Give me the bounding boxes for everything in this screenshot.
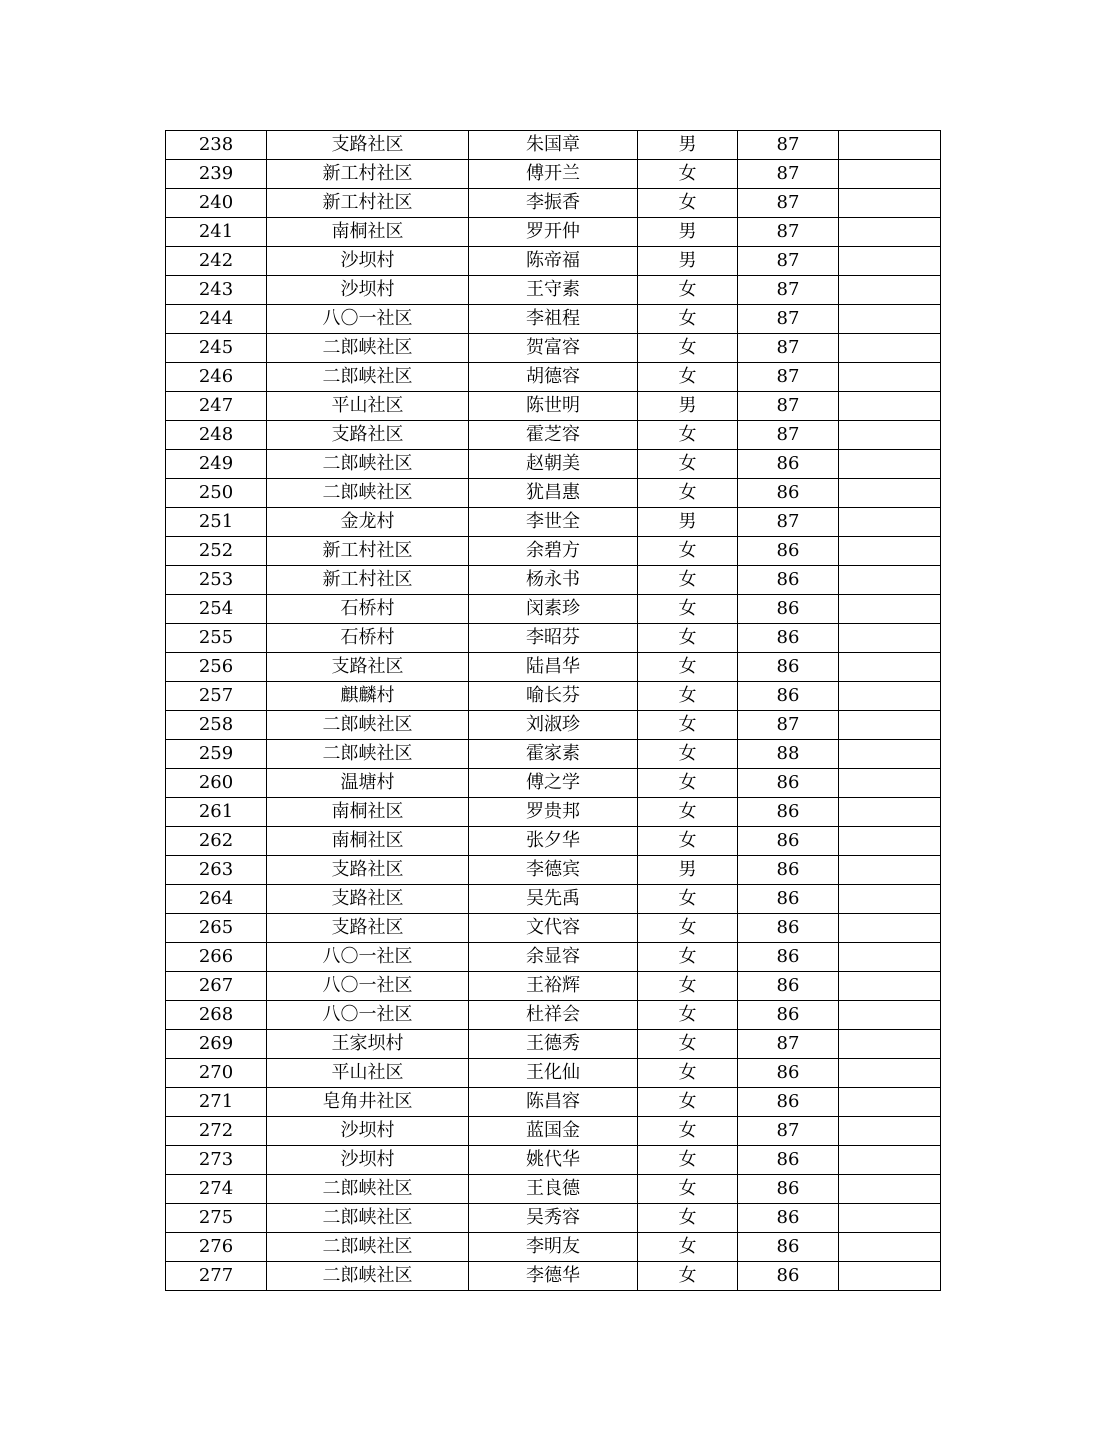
cell-community: 二郎峡社区 [267, 1204, 469, 1233]
cell-note [839, 595, 941, 624]
cell-community: 平山社区 [267, 392, 469, 421]
cell-note [839, 653, 941, 682]
cell-number: 248 [166, 421, 267, 450]
cell-note [839, 479, 941, 508]
cell-name: 王化仙 [469, 1059, 638, 1088]
cell-note [839, 131, 941, 160]
cell-number: 255 [166, 624, 267, 653]
cell-note [839, 943, 941, 972]
cell-community: 沙坝村 [267, 1146, 469, 1175]
cell-name: 陈世明 [469, 392, 638, 421]
cell-number: 274 [166, 1175, 267, 1204]
cell-sex: 女 [638, 305, 738, 334]
roster-table [165, 130, 941, 1291]
table-row [166, 798, 941, 827]
cell-sex: 女 [638, 363, 738, 392]
table-row [166, 160, 941, 189]
cell-number: 260 [166, 769, 267, 798]
table-row [166, 827, 941, 856]
cell-age: 86 [738, 943, 839, 972]
cell-note [839, 827, 941, 856]
cell-sex: 女 [638, 943, 738, 972]
cell-age: 87 [738, 189, 839, 218]
cell-number: 247 [166, 392, 267, 421]
cell-note [839, 885, 941, 914]
cell-age: 86 [738, 1088, 839, 1117]
cell-name: 姚代华 [469, 1146, 638, 1175]
cell-community: 二郎峡社区 [267, 1262, 469, 1291]
cell-number: 257 [166, 682, 267, 711]
cell-number: 273 [166, 1146, 267, 1175]
cell-name: 陈帝福 [469, 247, 638, 276]
cell-community: 八〇一社区 [267, 305, 469, 334]
cell-note [839, 740, 941, 769]
cell-age: 87 [738, 363, 839, 392]
cell-note [839, 1175, 941, 1204]
cell-age: 86 [738, 1175, 839, 1204]
table-row [166, 1059, 941, 1088]
cell-age: 86 [738, 595, 839, 624]
cell-sex: 女 [638, 1030, 738, 1059]
cell-sex: 女 [638, 276, 738, 305]
cell-sex: 女 [638, 1146, 738, 1175]
cell-number: 239 [166, 160, 267, 189]
cell-number: 244 [166, 305, 267, 334]
cell-name: 刘淑珍 [469, 711, 638, 740]
cell-name: 文代容 [469, 914, 638, 943]
table-row [166, 1001, 941, 1030]
cell-sex: 女 [638, 160, 738, 189]
cell-number: 258 [166, 711, 267, 740]
cell-community: 支路社区 [267, 856, 469, 885]
cell-sex: 女 [638, 798, 738, 827]
cell-age: 87 [738, 711, 839, 740]
cell-name: 闵素珍 [469, 595, 638, 624]
cell-community: 新工村社区 [267, 160, 469, 189]
cell-name: 王良德 [469, 1175, 638, 1204]
cell-note [839, 276, 941, 305]
cell-community: 支路社区 [267, 653, 469, 682]
cell-community: 新工村社区 [267, 189, 469, 218]
cell-community: 二郎峡社区 [267, 1233, 469, 1262]
cell-note [839, 566, 941, 595]
cell-community: 支路社区 [267, 914, 469, 943]
cell-community: 南桐社区 [267, 827, 469, 856]
cell-sex: 女 [638, 1233, 738, 1262]
cell-name: 赵朝美 [469, 450, 638, 479]
cell-note [839, 334, 941, 363]
cell-sex: 女 [638, 740, 738, 769]
cell-age: 86 [738, 1059, 839, 1088]
cell-name: 李明友 [469, 1233, 638, 1262]
cell-name: 喻长芬 [469, 682, 638, 711]
cell-name: 李振香 [469, 189, 638, 218]
cell-age: 86 [738, 856, 839, 885]
cell-age: 86 [738, 1262, 839, 1291]
cell-community: 石桥村 [267, 624, 469, 653]
table-row [166, 218, 941, 247]
cell-age: 87 [738, 421, 839, 450]
cell-age: 87 [738, 508, 839, 537]
cell-community: 麒麟村 [267, 682, 469, 711]
cell-community: 二郎峡社区 [267, 740, 469, 769]
cell-name: 傅之学 [469, 769, 638, 798]
cell-sex: 女 [638, 1175, 738, 1204]
cell-number: 264 [166, 885, 267, 914]
cell-age: 86 [738, 827, 839, 856]
cell-community: 二郎峡社区 [267, 479, 469, 508]
cell-community: 南桐社区 [267, 798, 469, 827]
cell-age: 87 [738, 305, 839, 334]
cell-number: 252 [166, 537, 267, 566]
table-row [166, 189, 941, 218]
table-row [166, 508, 941, 537]
table-row [166, 247, 941, 276]
cell-age: 86 [738, 1204, 839, 1233]
cell-name: 霍芝容 [469, 421, 638, 450]
cell-number: 256 [166, 653, 267, 682]
cell-number: 251 [166, 508, 267, 537]
cell-note [839, 769, 941, 798]
cell-name: 朱国章 [469, 131, 638, 160]
cell-note [839, 972, 941, 1001]
cell-sex: 男 [638, 392, 738, 421]
cell-age: 88 [738, 740, 839, 769]
cell-sex: 女 [638, 914, 738, 943]
cell-sex: 女 [638, 769, 738, 798]
cell-name: 李昭芬 [469, 624, 638, 653]
cell-age: 87 [738, 1117, 839, 1146]
cell-sex: 男 [638, 131, 738, 160]
cell-number: 238 [166, 131, 267, 160]
cell-name: 陆昌华 [469, 653, 638, 682]
cell-age: 86 [738, 1001, 839, 1030]
cell-name: 李德宾 [469, 856, 638, 885]
cell-name: 李世全 [469, 508, 638, 537]
cell-name: 王裕辉 [469, 972, 638, 1001]
cell-sex: 女 [638, 885, 738, 914]
cell-community: 王家坝村 [267, 1030, 469, 1059]
cell-sex: 女 [638, 566, 738, 595]
cell-note [839, 1146, 941, 1175]
table-row [166, 711, 941, 740]
cell-community: 二郎峡社区 [267, 334, 469, 363]
cell-number: 263 [166, 856, 267, 885]
cell-sex: 男 [638, 508, 738, 537]
cell-community: 新工村社区 [267, 566, 469, 595]
table-row [166, 537, 941, 566]
cell-community: 皂角井社区 [267, 1088, 469, 1117]
cell-community: 八〇一社区 [267, 943, 469, 972]
cell-note [839, 1088, 941, 1117]
cell-name: 陈昌容 [469, 1088, 638, 1117]
cell-sex: 女 [638, 334, 738, 363]
cell-age: 87 [738, 218, 839, 247]
cell-sex: 女 [638, 421, 738, 450]
cell-number: 242 [166, 247, 267, 276]
cell-note [839, 508, 941, 537]
cell-sex: 女 [638, 1117, 738, 1146]
cell-number: 240 [166, 189, 267, 218]
cell-name: 张夕华 [469, 827, 638, 856]
cell-number: 277 [166, 1262, 267, 1291]
cell-community: 支路社区 [267, 131, 469, 160]
cell-note [839, 1262, 941, 1291]
cell-community: 沙坝村 [267, 247, 469, 276]
cell-note [839, 450, 941, 479]
cell-age: 86 [738, 450, 839, 479]
cell-sex: 女 [638, 1059, 738, 1088]
cell-note [839, 1204, 941, 1233]
cell-age: 86 [738, 798, 839, 827]
cell-number: 272 [166, 1117, 267, 1146]
cell-age: 87 [738, 392, 839, 421]
cell-age: 86 [738, 537, 839, 566]
cell-number: 265 [166, 914, 267, 943]
table-row [166, 914, 941, 943]
cell-note [839, 421, 941, 450]
cell-note [839, 1233, 941, 1262]
table-row [166, 479, 941, 508]
cell-sex: 女 [638, 653, 738, 682]
cell-name: 霍家素 [469, 740, 638, 769]
cell-name: 胡德容 [469, 363, 638, 392]
cell-sex: 男 [638, 856, 738, 885]
cell-age: 87 [738, 334, 839, 363]
cell-note [839, 537, 941, 566]
cell-number: 276 [166, 1233, 267, 1262]
cell-note [839, 305, 941, 334]
cell-number: 245 [166, 334, 267, 363]
cell-note [839, 363, 941, 392]
table-row [166, 972, 941, 1001]
table-row [166, 1233, 941, 1262]
table-row [166, 1146, 941, 1175]
cell-age: 86 [738, 1146, 839, 1175]
cell-age: 86 [738, 769, 839, 798]
cell-age: 86 [738, 682, 839, 711]
table-row [166, 1117, 941, 1146]
cell-sex: 女 [638, 682, 738, 711]
cell-sex: 女 [638, 595, 738, 624]
cell-community: 平山社区 [267, 1059, 469, 1088]
cell-community: 沙坝村 [267, 1117, 469, 1146]
cell-age: 87 [738, 276, 839, 305]
cell-note [839, 1030, 941, 1059]
cell-sex: 女 [638, 479, 738, 508]
cell-note [839, 160, 941, 189]
cell-sex: 女 [638, 189, 738, 218]
cell-note [839, 1059, 941, 1088]
cell-sex: 女 [638, 972, 738, 1001]
cell-sex: 女 [638, 1262, 738, 1291]
table-row [166, 1088, 941, 1117]
cell-community: 金龙村 [267, 508, 469, 537]
table-row [166, 769, 941, 798]
table-row [166, 363, 941, 392]
table-row [166, 334, 941, 363]
table-row [166, 1030, 941, 1059]
cell-name: 杨永书 [469, 566, 638, 595]
cell-sex: 女 [638, 537, 738, 566]
cell-age: 86 [738, 566, 839, 595]
table-row [166, 943, 941, 972]
cell-note [839, 711, 941, 740]
cell-name: 余显容 [469, 943, 638, 972]
cell-community: 二郎峡社区 [267, 450, 469, 479]
cell-note [839, 218, 941, 247]
cell-number: 271 [166, 1088, 267, 1117]
cell-number: 269 [166, 1030, 267, 1059]
cell-number: 250 [166, 479, 267, 508]
cell-note [839, 798, 941, 827]
cell-number: 261 [166, 798, 267, 827]
table-row [166, 740, 941, 769]
table-row [166, 421, 941, 450]
cell-number: 267 [166, 972, 267, 1001]
cell-note [839, 247, 941, 276]
cell-sex: 女 [638, 711, 738, 740]
cell-community: 新工村社区 [267, 537, 469, 566]
cell-sex: 女 [638, 1001, 738, 1030]
cell-name: 李祖程 [469, 305, 638, 334]
cell-name: 罗贵邦 [469, 798, 638, 827]
cell-age: 86 [738, 972, 839, 1001]
cell-community: 南桐社区 [267, 218, 469, 247]
table-row [166, 1175, 941, 1204]
table-row [166, 392, 941, 421]
cell-age: 86 [738, 479, 839, 508]
cell-number: 262 [166, 827, 267, 856]
cell-community: 沙坝村 [267, 276, 469, 305]
table-row [166, 276, 941, 305]
cell-number: 270 [166, 1059, 267, 1088]
cell-number: 246 [166, 363, 267, 392]
cell-community: 八〇一社区 [267, 972, 469, 1001]
cell-number: 253 [166, 566, 267, 595]
cell-age: 86 [738, 624, 839, 653]
cell-note [839, 856, 941, 885]
cell-name: 杜祥会 [469, 1001, 638, 1030]
cell-note [839, 624, 941, 653]
cell-name: 吴秀容 [469, 1204, 638, 1233]
cell-age: 86 [738, 914, 839, 943]
cell-name: 李德华 [469, 1262, 638, 1291]
cell-sex: 女 [638, 1088, 738, 1117]
cell-note [839, 914, 941, 943]
cell-name: 吴先禹 [469, 885, 638, 914]
table-row [166, 624, 941, 653]
cell-sex: 女 [638, 827, 738, 856]
cell-number: 243 [166, 276, 267, 305]
cell-number: 268 [166, 1001, 267, 1030]
cell-community: 石桥村 [267, 595, 469, 624]
cell-note [839, 1117, 941, 1146]
cell-sex: 女 [638, 624, 738, 653]
cell-name: 王德秀 [469, 1030, 638, 1059]
table-row [166, 1262, 941, 1291]
cell-sex: 男 [638, 247, 738, 276]
cell-community: 八〇一社区 [267, 1001, 469, 1030]
cell-name: 贺富容 [469, 334, 638, 363]
cell-number: 241 [166, 218, 267, 247]
roster-table-body [166, 131, 941, 1291]
cell-community: 支路社区 [267, 421, 469, 450]
table-row [166, 595, 941, 624]
cell-name: 余碧方 [469, 537, 638, 566]
table-row [166, 856, 941, 885]
cell-age: 87 [738, 1030, 839, 1059]
table-row [166, 305, 941, 334]
cell-community: 温塘村 [267, 769, 469, 798]
table-row [166, 1204, 941, 1233]
cell-name: 犹昌惠 [469, 479, 638, 508]
cell-number: 249 [166, 450, 267, 479]
table-row [166, 653, 941, 682]
cell-community: 二郎峡社区 [267, 711, 469, 740]
cell-name: 罗开仲 [469, 218, 638, 247]
cell-note [839, 1001, 941, 1030]
cell-age: 87 [738, 247, 839, 276]
table-row [166, 885, 941, 914]
cell-note [839, 392, 941, 421]
cell-note [839, 682, 941, 711]
cell-age: 87 [738, 131, 839, 160]
cell-number: 266 [166, 943, 267, 972]
cell-age: 86 [738, 885, 839, 914]
cell-sex: 男 [638, 218, 738, 247]
table-row [166, 131, 941, 160]
cell-age: 86 [738, 1233, 839, 1262]
cell-community: 二郎峡社区 [267, 363, 469, 392]
cell-age: 87 [738, 160, 839, 189]
cell-number: 254 [166, 595, 267, 624]
cell-sex: 女 [638, 450, 738, 479]
cell-community: 二郎峡社区 [267, 1175, 469, 1204]
cell-number: 275 [166, 1204, 267, 1233]
cell-sex: 女 [638, 1204, 738, 1233]
cell-age: 86 [738, 653, 839, 682]
cell-community: 支路社区 [267, 885, 469, 914]
table-row [166, 566, 941, 595]
cell-name: 蓝国金 [469, 1117, 638, 1146]
table-row [166, 450, 941, 479]
cell-number: 259 [166, 740, 267, 769]
cell-note [839, 189, 941, 218]
cell-name: 傅开兰 [469, 160, 638, 189]
cell-name: 王守素 [469, 276, 638, 305]
table-row [166, 682, 941, 711]
